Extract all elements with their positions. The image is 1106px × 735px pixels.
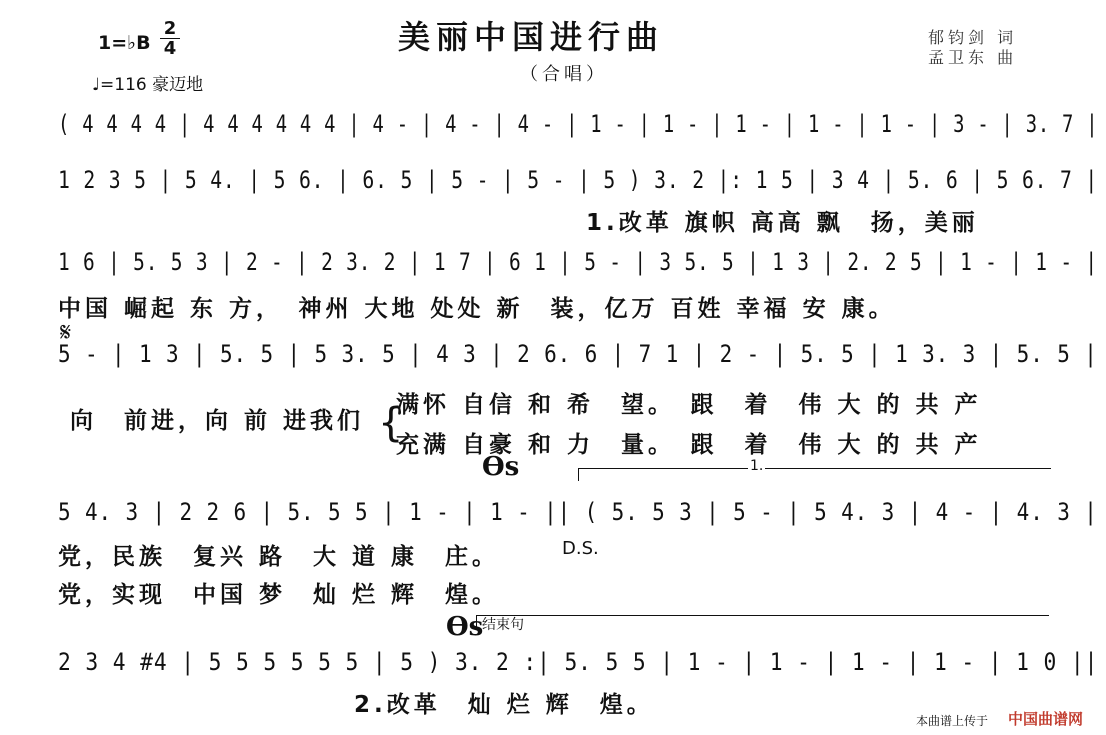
footer-upload-text: 本曲谱上传于 (916, 714, 989, 728)
key-signature: 1=♭B (98, 32, 151, 54)
lyric-line-3-prefix: 向 前进，向 前 进我们 (70, 408, 365, 434)
lyric-line-1: 1.改革 旗帜 高高 飘 扬，美丽 (586, 210, 979, 236)
coda-sign: ϴs (482, 452, 520, 482)
ending-label: 结束句 (482, 617, 524, 633)
notation-line-2: 1 2 3 5 | 5 4. | 5 6. | 6. 5 | 5 - | 5 - | 5 ) 3. 2 |: 1 5 | 3 4 | 5. 6 | 5 6. 7 | (58, 166, 1099, 194)
notation-line-4: 5 - | 1 3 | 5. 5 | 5 3. 5 | 4 3 | 2 6. 6 | 7 1 | 2 - | 5. 5 | 1 3. 3 | 5. 5 | (58, 340, 1098, 368)
lyric-line-3-verse2: 充满 自豪 和 力 量。 跟 着 伟 大 的 共 产 (396, 432, 982, 458)
lyric-line-4-verse2: 党，实现 中国 梦 灿 烂 辉 煌。 (58, 582, 500, 608)
verse-brace: { (378, 400, 408, 446)
site-logo: 中国曲谱网 (1008, 710, 1084, 728)
time-denominator: 4 (163, 38, 177, 59)
coda-sign-ending: ϴs (446, 612, 484, 642)
lyricist: 郁钧剑 词 (928, 28, 1018, 47)
score-subtitle: （合唱） (520, 64, 608, 85)
time-signature (160, 20, 180, 57)
ending-bracket (476, 615, 1049, 628)
tempo-marking: ♩=116 豪迈地 (92, 75, 204, 95)
time-numerator: 2 (163, 18, 177, 39)
lyric-line-3-verse1: 满怀 自信 和 希 望。 跟 着 伟 大 的 共 产 (396, 392, 982, 418)
notation-line-6: 2 3 4 #4 | 5 5 5 5 5 5 | 5 ) 3. 2 :| 5. 5 5 | 1 - | 1 - | 1 - | 1 - | 1 0 || (58, 648, 1099, 676)
volta-bracket-1 (578, 468, 1051, 481)
credits (928, 28, 1017, 68)
lyric-line-4-verse1: 党，民族 复兴 路 大 道 康 庄。 (58, 544, 500, 570)
volta-number-1: 1. (750, 458, 764, 474)
score-title: 美丽中国进行曲 (398, 18, 665, 56)
notation-line-1: ( 4 4 4 4 | 4 4 4 4 4 4 | 4 - | 4 - | 4 - | 1 - | 1 - | 1 - | 1 - | 1 - | 3 - | 3. 7 | (58, 110, 1099, 138)
notation-line-5: 5 4. 3 | 2 2 6 | 5. 5 5 | 1 - | 1 - || ( 5. 5 3 | 5 - | 5 4. 3 | 4 - | 4. 3 | (58, 498, 1098, 526)
lyric-line-2: 中国 崛起 东 方， 神州 大地 处处 新 装，亿万 百姓 幸福 安 康。 (58, 296, 896, 322)
ds-marking: D.S. (562, 538, 599, 559)
segno-sign: 𝄋 (60, 318, 72, 348)
composer: 孟卫东 曲 (928, 48, 1018, 67)
notation-line-3: 1 6 | 5. 5 3 | 2 - | 2 3. 2 | 1 7 | 6 1 | 5 - | 3 5. 5 | 1 3 | 2. 2 5 | 1 - | 1 - | (58, 248, 1098, 276)
lyric-line-5: 2.改革 灿 烂 辉 煌。 (354, 692, 654, 718)
